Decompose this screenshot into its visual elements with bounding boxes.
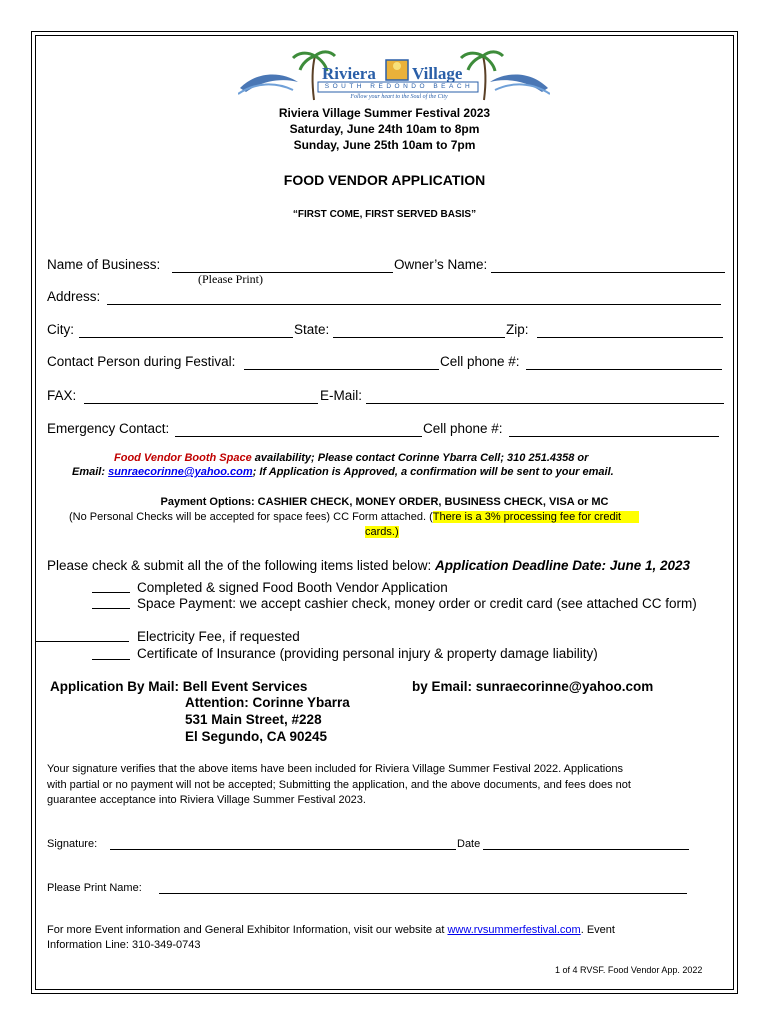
booth-line1-rest: availability; Please contact Corinne Ybarra Cell; 310 251.4358 or bbox=[251, 452, 589, 464]
email-prefix: Email: bbox=[72, 466, 109, 478]
festival-date-saturday: Saturday, June 24th 10am to 8pm bbox=[289, 122, 480, 136]
logo-tagline: Follow your heart to the Soul of the City bbox=[350, 94, 448, 100]
logo-name-left: Riviera bbox=[322, 64, 376, 83]
application-deadline: Application Deadline Date: June 1, 2023 bbox=[434, 558, 691, 573]
event-info-text: For more Event information and General Exhibitor Information, visit our website at bbox=[47, 924, 448, 936]
address-input[interactable] bbox=[107, 304, 721, 305]
city-label: City: bbox=[47, 322, 74, 337]
signature-input[interactable] bbox=[110, 849, 456, 850]
payment-options: Payment Options: CASHIER CHECK, MONEY ORDER, BUSINESS CHECK, VISA or MC bbox=[160, 496, 609, 508]
state-input[interactable] bbox=[333, 337, 505, 338]
booth-availability-line1 bbox=[114, 452, 588, 464]
checkbox-line-electricity[interactable] bbox=[36, 641, 129, 642]
print-name-label: Please Print Name: bbox=[47, 882, 142, 894]
website-link[interactable]: www.rvsummerfestival.com bbox=[447, 924, 581, 936]
checkbox-line-insurance[interactable] bbox=[92, 659, 130, 660]
festival-title: Riviera Village Summer Festival 2023 bbox=[278, 106, 491, 120]
processing-fee-line2 bbox=[365, 526, 399, 538]
mail-city: El Segundo, CA 90245 bbox=[185, 729, 328, 744]
page-title: FOOD VENDOR APPLICATION bbox=[283, 172, 486, 188]
verification-line2: with partial or no payment will not be accepted; Submitting the application, and the above documents, and fees does not bbox=[47, 779, 631, 791]
checkbox-line-payment[interactable] bbox=[92, 608, 130, 609]
processing-fee-cards: cards.) bbox=[365, 526, 399, 538]
owner-label: Owner’s Name: bbox=[394, 257, 488, 272]
event-info-line1 bbox=[47, 924, 615, 936]
contact-email-link[interactable]: sunraecorinne@yahoo.com bbox=[108, 466, 253, 478]
booth-availability-line2 bbox=[72, 466, 614, 478]
contact-person-input[interactable] bbox=[244, 369, 439, 370]
email-submission: by Email: sunraecorinne@yahoo.com bbox=[412, 679, 654, 694]
checklist-item-application: Completed & signed Food Booth Vendor Application bbox=[137, 580, 448, 595]
payment-note-text: (No Personal Checks will be accepted for space fees) CC Form attached. ( bbox=[69, 511, 433, 523]
payment-note bbox=[69, 511, 639, 523]
emergency-cell-input[interactable] bbox=[509, 436, 719, 437]
checklist-item-electricity: Electricity Fee, if requested bbox=[137, 629, 300, 644]
email-label: E-Mail: bbox=[320, 388, 363, 403]
zip-input[interactable] bbox=[537, 337, 723, 338]
emergency-contact-label: Emergency Contact: bbox=[47, 421, 170, 436]
signature-label: Signature: bbox=[47, 838, 98, 850]
event-info-suffix: . Event bbox=[580, 924, 615, 936]
fax-input[interactable] bbox=[84, 403, 318, 404]
mail-label: Application By Mail: Bell Event Services bbox=[50, 679, 308, 694]
date-input[interactable] bbox=[483, 849, 689, 850]
cell-phone-input[interactable] bbox=[526, 369, 722, 370]
mail-street: 531 Main Street, #228 bbox=[185, 712, 322, 727]
page-subtitle: “FIRST COME, FIRST SERVED BASIS” bbox=[292, 209, 477, 220]
fax-label: FAX: bbox=[47, 388, 77, 403]
verification-line1: Your signature verifies that the above items have been included for Riviera Village Summer Festival 2022. Applications bbox=[47, 763, 623, 775]
festival-date-sunday: Sunday, June 25th 10am to 7pm bbox=[293, 138, 476, 152]
zip-label: Zip: bbox=[506, 322, 529, 337]
cell-phone-label: Cell phone #: bbox=[440, 354, 520, 369]
checkbox-line-application[interactable] bbox=[92, 592, 130, 593]
please-print-note: (Please Print) bbox=[198, 272, 263, 286]
checklist-item-payment: Space Payment: we accept cashier check, money order or credit card (see attached CC form) bbox=[137, 596, 697, 611]
checklist-intro-text: Please check & submit all the of the following items listed below: bbox=[47, 558, 435, 573]
event-info-line2: Information Line: 310-349-0743 bbox=[47, 939, 201, 951]
checklist-intro bbox=[47, 558, 690, 573]
print-name-input[interactable] bbox=[159, 893, 687, 894]
city-input[interactable] bbox=[79, 337, 293, 338]
checklist-item-insurance: Certificate of Insurance (providing personal injury & property damage liability) bbox=[137, 646, 598, 661]
logo-name-right: Village bbox=[412, 64, 463, 83]
emergency-cell-label: Cell phone #: bbox=[423, 421, 503, 436]
booth-space-red: Food Vendor Booth Space bbox=[114, 452, 252, 464]
email-input[interactable] bbox=[366, 403, 724, 404]
page-footer-note: 1 of 4 RVSF. Food Vendor App. 2022 bbox=[555, 965, 703, 975]
contact-person-label: Contact Person during Festival: bbox=[47, 354, 236, 369]
booth-line2-rest: ; If Application is Approved, a confirmation will be sent to your email. bbox=[252, 466, 614, 478]
business-label: Name of Business: bbox=[47, 257, 161, 272]
address-label: Address: bbox=[47, 289, 101, 304]
emergency-contact-input[interactable] bbox=[175, 436, 422, 437]
processing-fee-highlight: There is a 3% processing fee for credit bbox=[432, 511, 622, 523]
state-label: State: bbox=[294, 322, 330, 337]
mail-attention: Attention: Corinne Ybarra bbox=[185, 695, 350, 710]
riviera-village-logo bbox=[238, 48, 550, 106]
owner-input[interactable] bbox=[491, 272, 725, 273]
date-label: Date bbox=[457, 838, 481, 850]
verification-line3: guarantee acceptance into Riviera Village Summer Festival 2023. bbox=[47, 794, 366, 806]
logo-subtitle: SOUTH REDONDO BEACH bbox=[324, 83, 474, 90]
